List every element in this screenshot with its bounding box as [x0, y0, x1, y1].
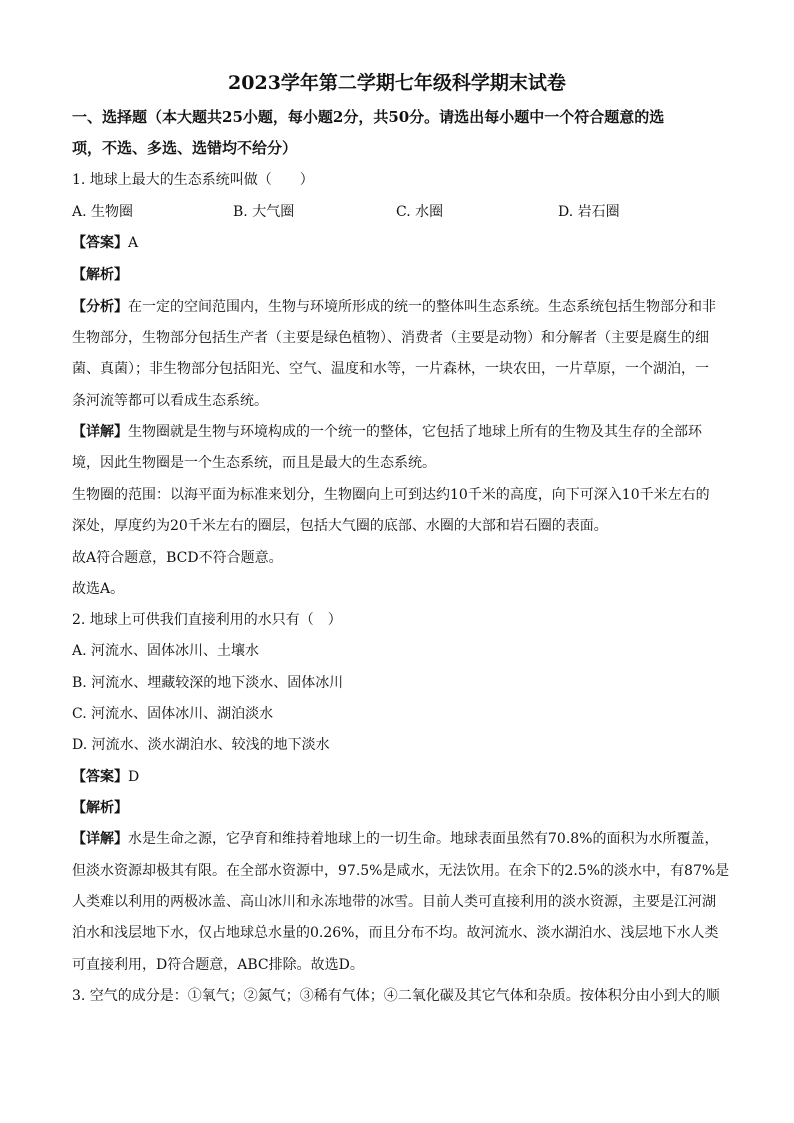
question-1-xiangjie-line-2: 境，因此生物圈是一个生态系统，而且是最大的生态系统。 [72, 455, 436, 471]
xiangjie-tag: 【详解】 [72, 424, 128, 440]
fenxi-tag: 【分析】 [72, 299, 128, 315]
answer-value: A [128, 235, 139, 251]
question-2-xiangjie-line-2: 但淡水资源却极其有限。在全部水资源中，97.5%是咸水，无法饮用。在余下的2.5%的淡水中，有87%是 [72, 863, 730, 879]
question-1-option-b: B. 大气圈 [233, 204, 295, 220]
section-heading-line-2: 项，不选、多选、选错均不给分） [72, 139, 298, 157]
question-2-option-a: A. 河流水、固体冰川、土壤水 [72, 643, 260, 659]
question-1-xiangjie-line-4: 深处，厚度约为20千米左右的圈层，包括大气圈的底部、水圈的大部和岩石圈的表面。 [72, 518, 608, 534]
question-2-xiangjie-line-4: 泊水和浅层地下水，仅占地球总水量的0.26%，而且分布不均。故河流水、淡水湖泊水、浅层地下水人类 [72, 925, 719, 941]
answer-value: D [128, 769, 140, 785]
xiangjie-text: 生物圈就是生物与环境构成的一个统一的整体，它包括了地球上所有的生物及其生存的全部环 [128, 424, 702, 440]
question-1-analysis-tag: 【解析】 [72, 267, 128, 283]
question-2-option-c: C. 河流水、固体冰川、湖泊淡水 [72, 706, 274, 722]
section-heading-line-1: 一、选择题（本大题共25小题，每小题2分，共50分。请选出每小题中一个符合题意的选 [72, 108, 665, 126]
fenxi-text: 在一定的空间范围内，生物与环境所形成的统一的整体叫生态系统。生态系统包括生物部分和非 [128, 299, 716, 315]
question-2-stem: 2. 地球上可供我们直接利用的水只有（ ） [72, 612, 342, 628]
question-1-option-c: C. 水圈 [396, 204, 444, 220]
question-1-xiangjie-line-5: 故A符合题意，BCD不符合题意。 [72, 550, 283, 566]
question-2-xiangjie-line-3: 人类难以利用的两极冰盖、高山冰川和永冻地带的冰雪。目前人类可直接利用的淡水资源，主要是江河湖 [72, 894, 716, 910]
question-1-fenxi-line-1 [72, 297, 716, 317]
question-1-xiangjie-line-3: 生物圈的范围：以海平面为标准来划分，生物圈向上可到达约10千米的高度，向下可深入10千米左右的 [72, 487, 710, 503]
question-1-fenxi-line-3: 菌、真菌）；非生物部分包括阳光、空气、温度和水等，一片森林，一块农田，一片草原，一个湖泊，一 [72, 361, 709, 377]
question-2-analysis-tag: 【解析】 [72, 800, 128, 816]
question-2-xiangjie-line-1 [72, 829, 718, 849]
question-1-fenxi-line-4: 条河流等都可以看成生态系统。 [72, 393, 268, 409]
question-3-stem: 3. 空气的成分是：①氧气；②氮气；③稀有气体；④二氧化碳及其它气体和杂质。按体积分由小到大的顺 [72, 988, 720, 1004]
answer-tag: 【答案】 [72, 769, 128, 785]
question-2-xiangjie-line-5: 可直接利用，D符合题意，ABC排除。故选D。 [72, 957, 364, 973]
question-1-fenxi-line-2: 生物部分，生物部分包括生产者（主要是绿色植物）、消费者（主要是动物）和分解者（主要是腐生的细 [72, 330, 709, 346]
xiangjie-text: 水是生命之源，它孕育和维持着地球上的一切生命。地球表面虽然有70.8%的面积为水所覆盖， [128, 831, 719, 847]
question-2-option-b: B. 河流水、埋藏较深的地下淡水、固体冰川 [72, 675, 344, 691]
question-1-xiangjie-line-6: 故选A。 [72, 581, 125, 597]
question-2-option-d: D. 河流水、淡水湖泊水、较浅的地下淡水 [72, 737, 330, 753]
question-2-answer [72, 767, 139, 787]
question-1-answer [72, 233, 138, 253]
question-1-option-d: D. 岩石圈 [558, 204, 620, 220]
page-title: 2023学年第二学期七年级科学期末试卷 [228, 72, 566, 94]
xiangjie-tag: 【详解】 [72, 831, 128, 847]
question-1-xiangjie-line-1 [72, 422, 702, 442]
question-1-stem: 1. 地球上最大的生态系统叫做（ ） [72, 172, 314, 188]
question-1-option-a: A. 生物圈 [72, 204, 134, 220]
answer-tag: 【答案】 [72, 235, 128, 251]
